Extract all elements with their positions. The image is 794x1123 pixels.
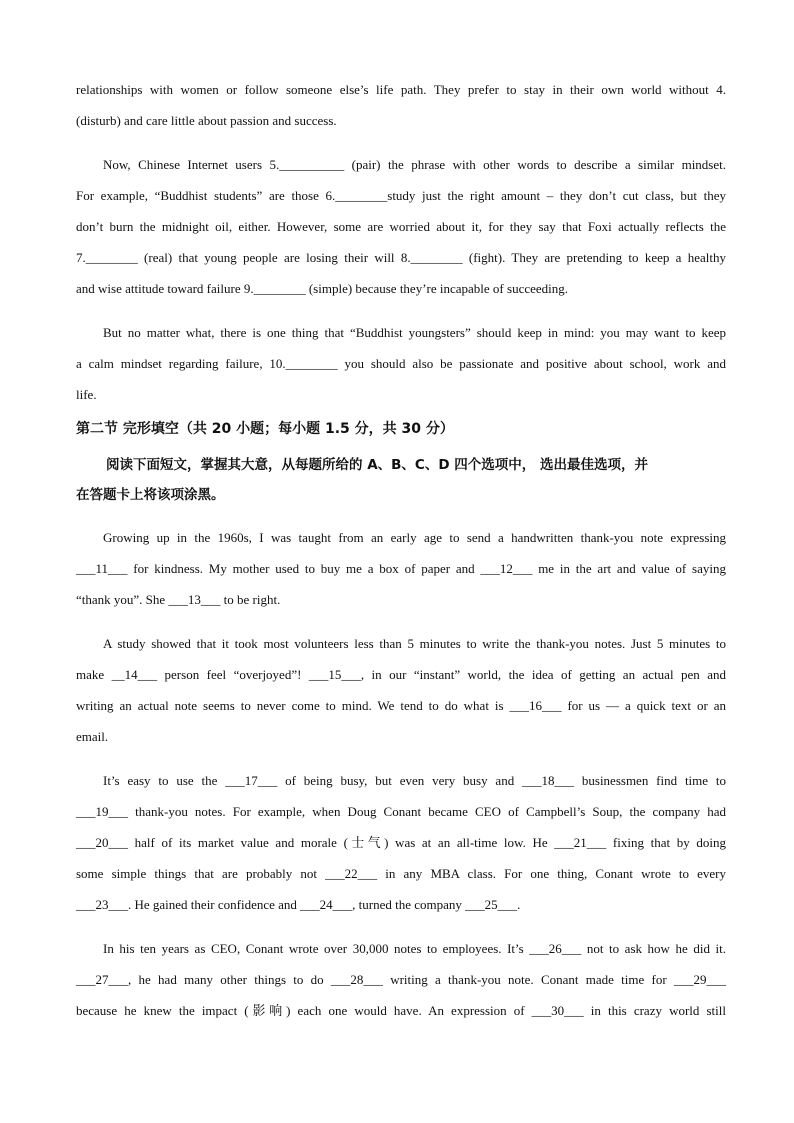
section-instruction: 阅读下面短文，掌握其大意，从每题所给的 A、B、C、D 四个选项中， 选出最佳选项，并: [106, 457, 648, 473]
text-line: ___11___ for kindness. My mother used to buy me a box of paper and ___12___ me in the art and value of saying: [76, 561, 726, 576]
text-line: Now, Chinese Internet users 5.__________ (pair) the phrase with other words to describe a similar mindset.: [103, 157, 726, 172]
text-line: Growing up in the 1960s, I was taught from an early age to send a handwritten thank-you note expressing: [103, 530, 726, 545]
text-line: and wise attitude toward failure 9.________ (simple) because they’re incapable of succeeding.: [76, 281, 569, 296]
text-line: make __14___ person feel “overjoyed”! ___15___, in our “instant” world, the idea of getting an actual pen and: [76, 667, 726, 682]
text-line: life.: [76, 387, 97, 402]
text-line: email.: [76, 729, 109, 744]
text-line: ___23___. He gained their confidence and ___24___, turned the company ___25___.: [76, 897, 521, 912]
section-instruction: 在答题卡上将该项涂黑。: [76, 487, 225, 503]
text-line: It’s easy to use the ___17___ of being busy, but even very busy and ___18___ businessmen find time to: [103, 773, 726, 788]
text-line: (disturb) and care little about passion and success.: [76, 113, 337, 128]
document-page: [76, 74, 726, 1026]
text-line: ___20___ half of its market value and morale (士气) was at an all-time low. He ___21___ fixing that by doing: [76, 835, 726, 850]
text-line: But no matter what, there is one thing that “Buddhist youngsters” should keep in mind: you may want to keep: [103, 325, 726, 340]
text-line: relationships with women or follow someone else’s life path. They prefer to stay in their own world without 4.: [76, 82, 726, 97]
text-line: For example, “Buddhist students” are those 6.________study just the right amount – they don’t cut class, but they: [76, 188, 726, 203]
text-line: some simple things that are probably not ___22___ in any MBA class. For one thing, Conant wrote to every: [76, 866, 726, 881]
text-line: In his ten years as CEO, Conant wrote over 30,000 notes to employees. It’s ___26___ not to ask how he did it.: [103, 941, 726, 956]
text-line: ___19___ thank-you notes. For example, when Doug Conant became CEO of Campbell’s Soup, the company had: [76, 804, 726, 819]
text-line: 7.________ (real) that young people are losing their will 8.________ (fight). They are pretending to keep a healthy: [76, 250, 726, 265]
text-line: A study showed that it took most volunteers less than 5 minutes to write the thank-you notes. Just 5 minutes to: [103, 636, 726, 651]
text-line: “thank you”. She ___13___ to be right.: [76, 592, 281, 607]
text-line: ___27___, he had many other things to do ___28___ writing a thank-you note. Conant made time for ___29___: [76, 972, 726, 987]
text-line: writing an actual note seems to never come to mind. We tend to do what is ___16___ for us — a quick text or an: [76, 698, 726, 713]
section-title: 第二节 完形填空（共 20 小题；每小题 1.5 分，共 30 分）: [76, 421, 454, 437]
text-line: don’t burn the midnight oil, either. However, some are worried about it, for they say that Foxi actually reflects the: [76, 219, 726, 234]
text-line: because he knew the impact (影响) each one would have. An expression of ___30___ in this crazy world still: [76, 1003, 726, 1018]
text-line: a calm mindset regarding failure, 10.________ you should also be passionate and positive about school, work and: [76, 356, 726, 371]
